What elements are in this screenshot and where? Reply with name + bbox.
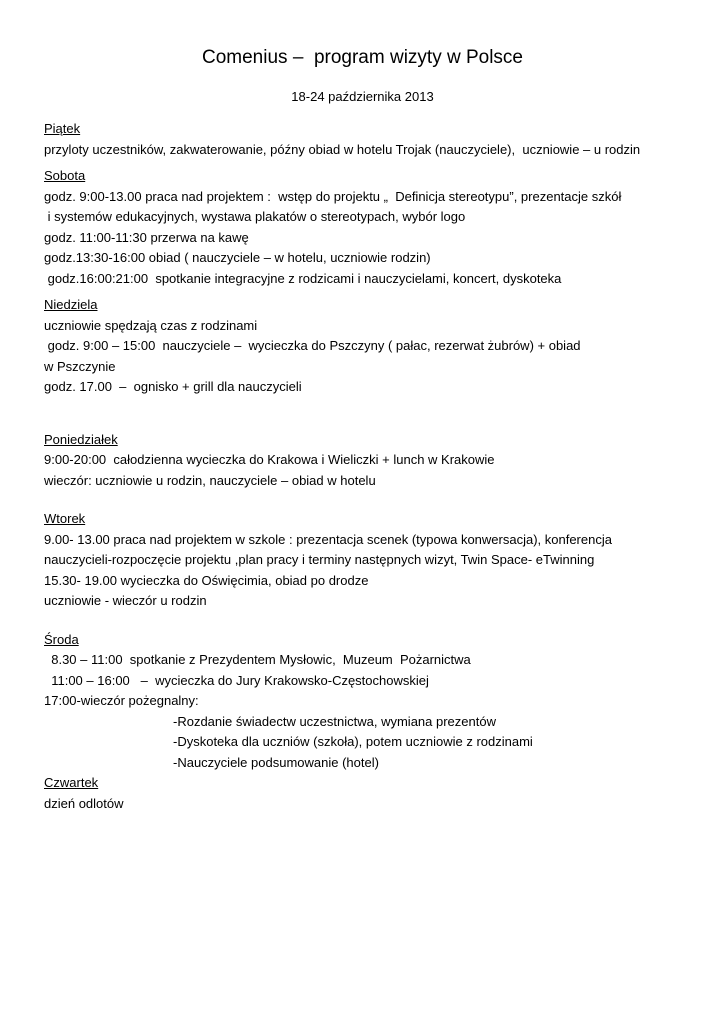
schedule-line: 11:00 – 16:00 – wycieczka do Jury Krakowsko-Częstochowskiej	[44, 672, 429, 688]
schedule-subline: -Rozdanie świadectw uczestnictwa, wymiana prezentów	[173, 713, 496, 729]
day-heading-sroda: Środa	[44, 631, 79, 647]
schedule-line: i systemów edukacyjnych, wystawa plakatów o stereotypach, wybór logo	[44, 209, 466, 224]
document-title: Comenius – program wizyty w Polsce	[202, 47, 523, 68]
schedule-line: w Pszczynie	[44, 358, 116, 374]
schedule-subline: -Nauczyciele podsumowanie (hotel)	[173, 754, 379, 770]
day-heading-sobota: Sobota	[44, 168, 86, 183]
day-heading-czwartek: Czwartek	[44, 775, 99, 790]
day-section-piatek	[44, 119, 716, 160]
day-heading-piatek: Piątek	[44, 121, 81, 136]
schedule-line: uczniowie spędzają czas z rodzinami	[44, 317, 258, 333]
day-section-czwartek	[44, 773, 716, 814]
schedule-line: 15.30- 19.00 wycieczka do Oświęcimia, obiad po drodze	[44, 572, 369, 588]
schedule-line: 17:00-wieczór pożegnalny:	[44, 693, 199, 708]
day-section-niedziela	[44, 295, 716, 398]
schedule-line: godz. 9:00-13.00 praca nad projektem : wstęp do projektu „ Definicja stereotypu”, prezentacje szkół	[44, 188, 622, 204]
day-section-sroda	[44, 630, 716, 774]
day-heading-poniedzialek: Poniedziałek	[44, 431, 118, 447]
day-heading-wtorek: Wtorek	[44, 511, 86, 526]
schedule-line: godz. 17.00 – ognisko + grill dla nauczycieli	[44, 379, 302, 394]
schedule-line: wieczór: uczniowie u rodzin, nauczyciele – obiad w hotelu	[44, 472, 376, 488]
day-section-poniedzialek	[44, 430, 716, 492]
date-range: 18-24 października 2013	[291, 89, 434, 104]
schedule-subline: -Dyskoteka dla uczniów (szkoła), potem uczniowie z rodzinami	[173, 734, 533, 749]
schedule-line: przyloty uczestników, zakwaterowanie, późny obiad w hotelu Trojak (nauczyciele), uczniowie – u rodzin	[44, 141, 641, 157]
schedule-line: godz. 9:00 – 15:00 nauczyciele – wycieczka do Pszczyny ( pałac, rezerwat żubrów) + obiad	[44, 338, 581, 353]
schedule-line: dzień odlotów	[44, 795, 124, 811]
schedule-line: 8.30 – 11:00 spotkanie z Prezydentem Mysłowic, Muzeum Pożarnictwa	[44, 652, 471, 667]
schedule-line: godz. 11:00-11:30 przerwa na kawę	[44, 229, 249, 245]
schedule-line: 9.00- 13.00 praca nad projektem w szkole : prezentacja scenek (typowa konwersacja), konferencja	[44, 531, 612, 547]
day-section-sobota	[44, 166, 716, 289]
schedule	[44, 119, 716, 814]
schedule-line: nauczycieli-rozpoczęcie projektu ,plan pracy i terminy następnych wizyt, Twin Space- eTwinning	[44, 552, 595, 567]
schedule-line: godz.16:00:21:00 spotkanie integracyjne z rodzicami i nauczycielami, koncert, dyskoteka	[44, 270, 562, 286]
schedule-line: uczniowie - wieczór u rodzin	[44, 593, 207, 608]
schedule-line: godz.13:30-16:00 obiad ( nauczyciele – w hotelu, uczniowie rodzin)	[44, 250, 431, 265]
day-section-wtorek	[44, 509, 716, 612]
day-heading-niedziela: Niedziela	[44, 297, 98, 312]
schedule-line: 9:00-20:00 całodzienna wycieczka do Krakowa i Wieliczki + lunch w Krakowie	[44, 452, 495, 467]
